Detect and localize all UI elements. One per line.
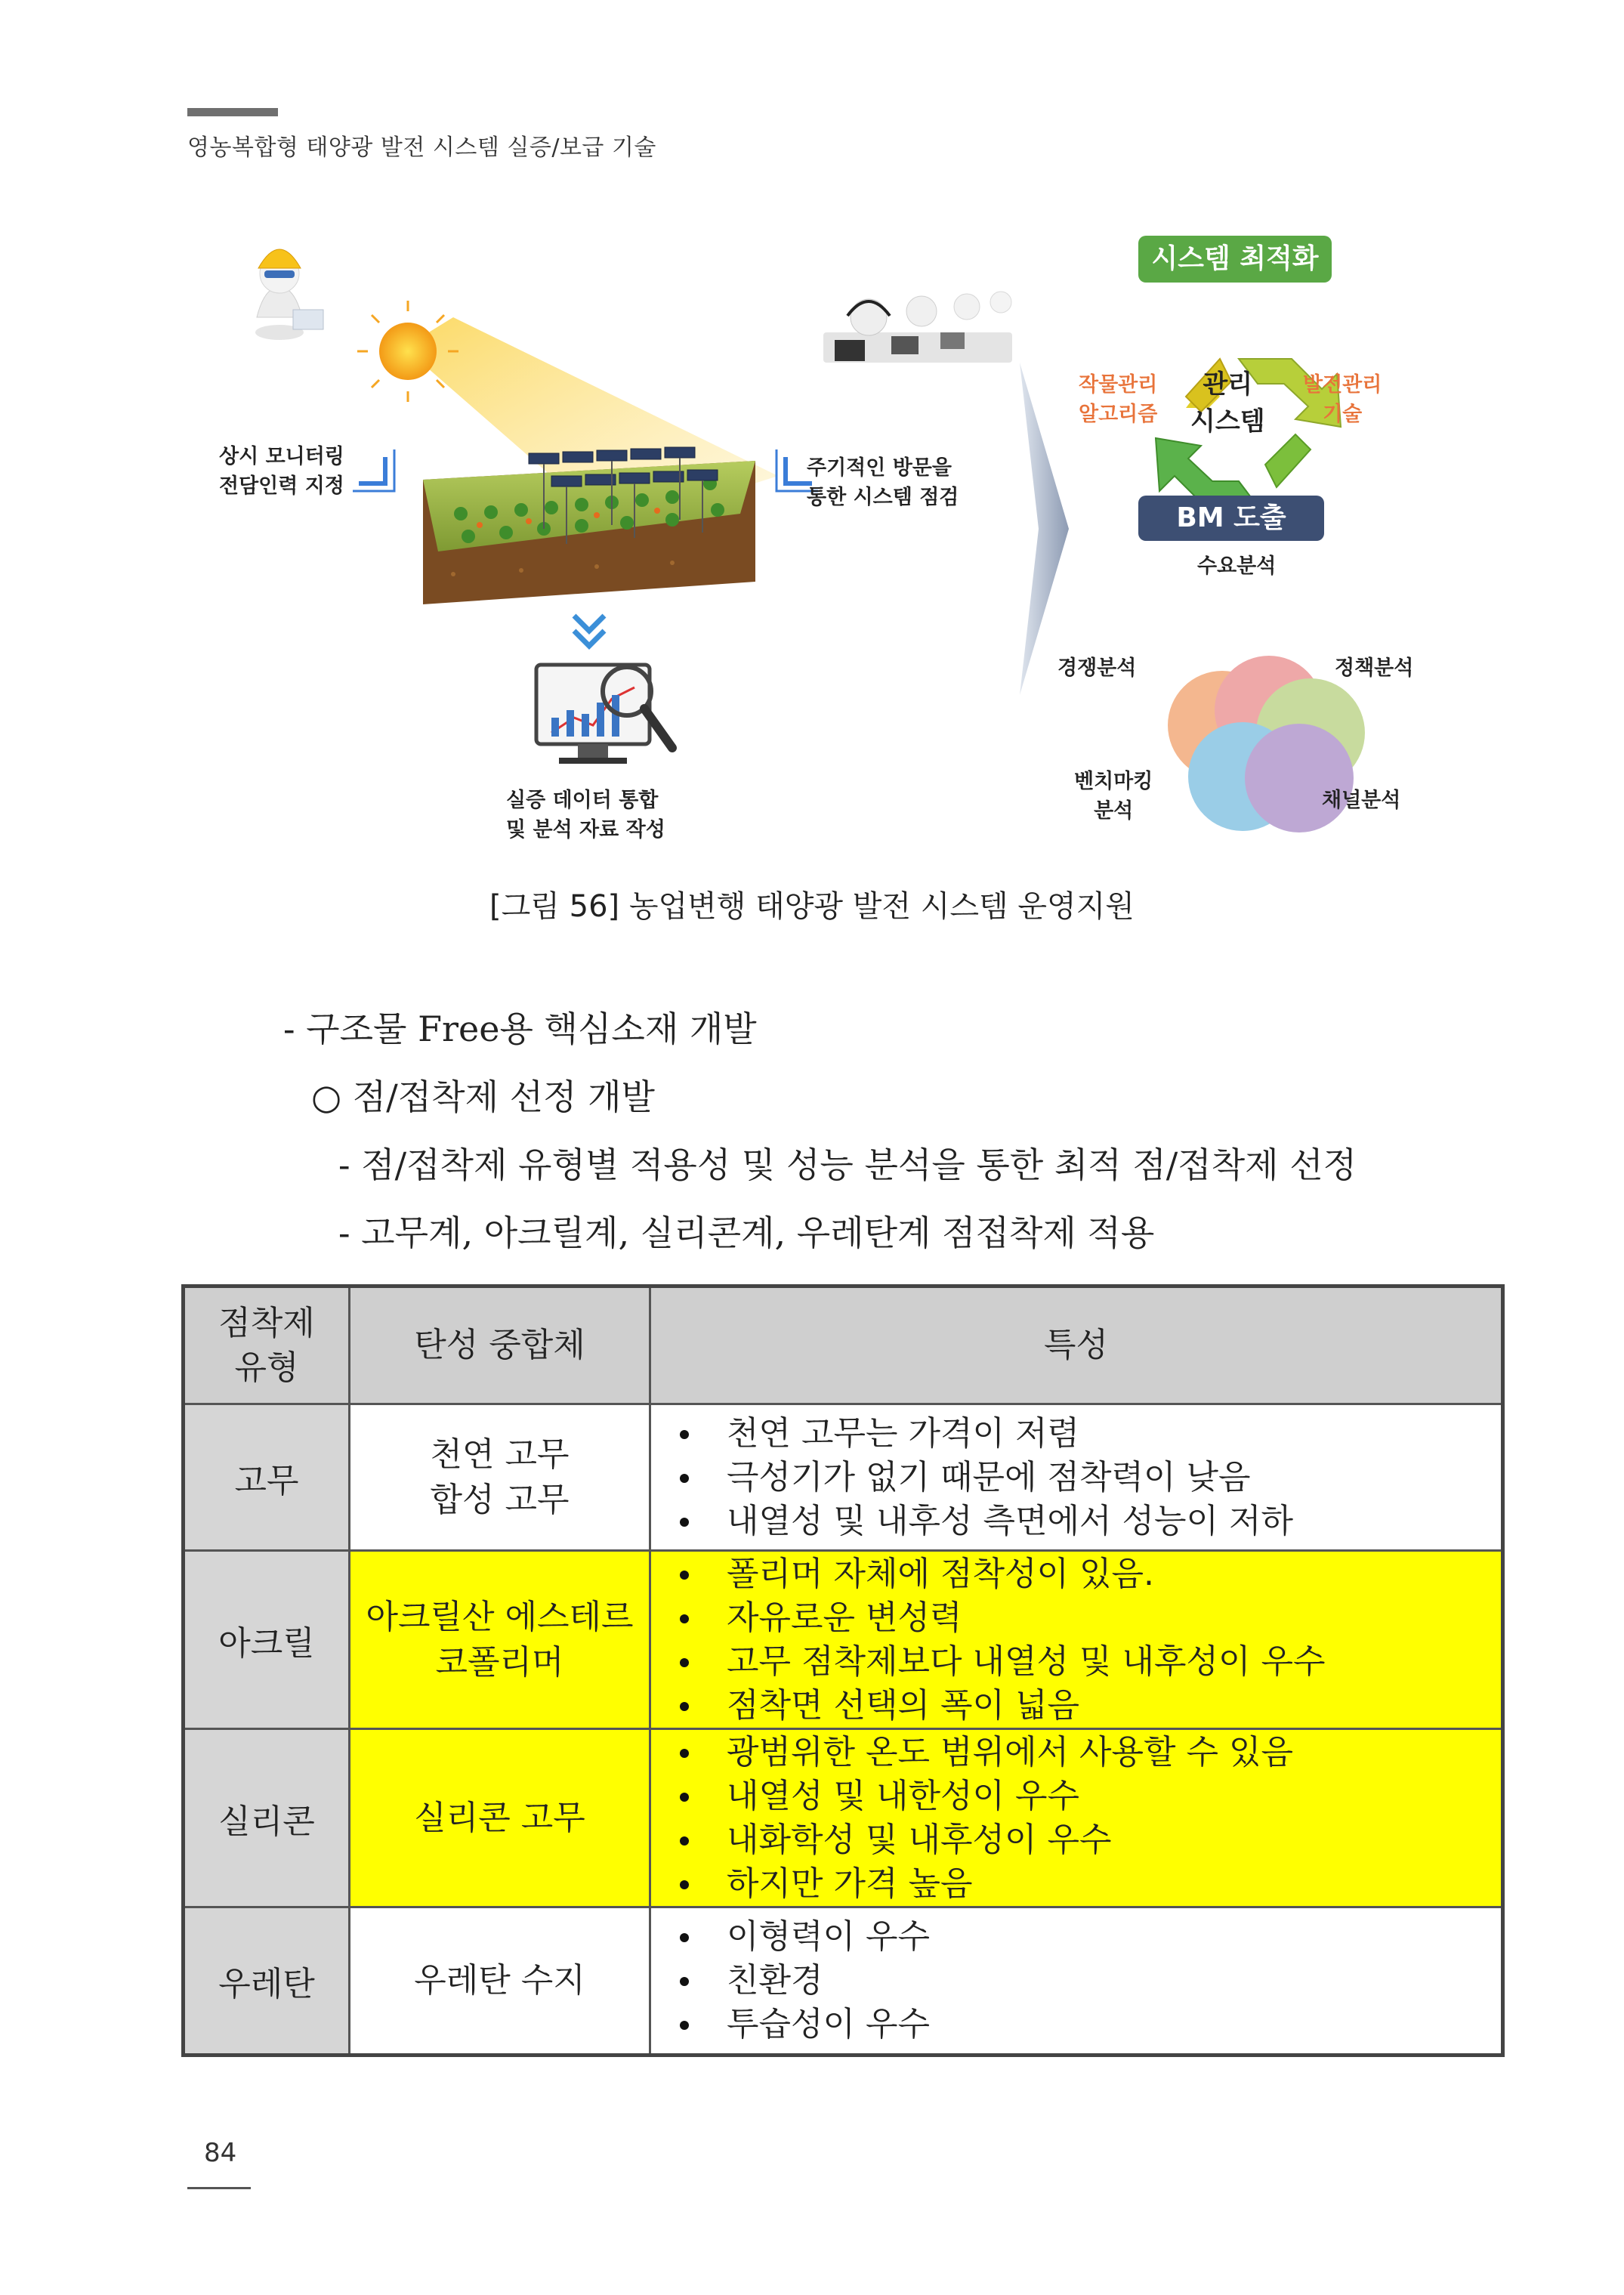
agrivoltaic-field-illustration	[423, 447, 755, 604]
label-demand-analysis: 수요분석	[1197, 554, 1277, 578]
table-row	[184, 1551, 1503, 1729]
feature-item: 투습성이 우수	[674, 2003, 1501, 2046]
cell-features	[650, 1907, 1503, 2056]
cell-type: 실리콘	[184, 1729, 350, 1907]
cell-elastomer: 아크릴산 에스테르 코폴리머	[350, 1551, 650, 1729]
feature-item: 점착면 선택의 폭이 넓음	[674, 1684, 1501, 1728]
cell-features	[650, 1551, 1503, 1729]
feature-item: 자유로운 변성력	[674, 1596, 1501, 1640]
label-power-management: 발전관리 기술	[1303, 373, 1382, 427]
cell-type: 고무	[184, 1404, 350, 1551]
feature-item: 이형력이 우수	[674, 1915, 1501, 1959]
label-benchmarking-analysis: 벤치마킹 분석	[1074, 770, 1153, 823]
table-header-row	[184, 1286, 1503, 1404]
running-header: 영농복합형 태양광 발전 시스템 실증/보급 기술	[187, 134, 656, 161]
cell-elastomer: 실리콘 고무	[350, 1729, 650, 1907]
cell-elastomer: 우레탄 수지	[350, 1907, 650, 2056]
figure-operation-support	[204, 227, 1428, 854]
page-number: 84	[204, 2138, 237, 2168]
label-monitoring-staff: 상시 모니터링 전담인력 지정	[219, 445, 344, 499]
cell-type: 아크릴	[184, 1551, 350, 1729]
process-arrow	[1020, 363, 1069, 695]
body-line-1: - 구조물 Free용 핵심소재 개발	[283, 1009, 757, 1049]
label-crop-algorithm: 작물관리 알고리즘	[1079, 373, 1158, 427]
footer-rule	[187, 2187, 251, 2189]
feature-item: 하지만 가격 높음	[674, 1862, 1501, 1906]
cell-features	[650, 1404, 1503, 1551]
feature-item: 폴리머 자체에 점착성이 있음.	[674, 1552, 1501, 1596]
feature-item: 광범위한 온도 범위에서 사용할 수 있음	[674, 1731, 1501, 1775]
system-optimization-badge: 시스템 최적화	[1138, 236, 1332, 283]
bm-derivation-badge: BM 도출	[1138, 496, 1324, 541]
header-rule	[187, 108, 278, 116]
down-chevron-icon	[574, 616, 604, 646]
header-characteristics: 특성	[650, 1286, 1503, 1404]
body-line-2: ○ 점/접착제 선정 개발	[311, 1076, 655, 1117]
feature-item: 고무 점착제보다 내열성 및 내후성이 우수	[674, 1640, 1501, 1684]
table-row	[184, 1907, 1503, 2056]
body-line-4: - 고무계, 아크릴계, 실리콘계, 우레탄계 점접착제 적용	[338, 1212, 1155, 1253]
label-competition-analysis: 경쟁분석	[1057, 656, 1137, 680]
body-line-3: - 점/접착제 유형별 적용성 및 성능 분석을 통한 최적 점/접착제 선정	[338, 1144, 1357, 1185]
feature-item: 친환경	[674, 1959, 1501, 2003]
label-management-system: 관리 시스템	[1190, 369, 1265, 437]
label-channel-analysis: 채널분석	[1322, 789, 1401, 812]
table-row	[184, 1404, 1503, 1551]
table-row	[184, 1729, 1503, 1907]
worker-icon	[255, 249, 323, 340]
label-data-integration: 실증 데이터 통합 및 분석 자료 작성	[506, 789, 665, 842]
label-policy-analysis: 정책분석	[1335, 656, 1414, 680]
feature-item: 극성기가 없기 때문에 점착력이 낮음	[674, 1456, 1501, 1500]
feature-item: 내화학성 및 내후성이 우수	[674, 1818, 1501, 1862]
label-periodic-visit: 주기적인 방문을 통한 시스템 점검	[807, 456, 959, 510]
call-center-operators-icon	[823, 292, 1012, 363]
header-elastomer: 탄성 중합체	[350, 1286, 650, 1404]
cell-elastomer: 천연 고무 합성 고무	[350, 1404, 650, 1551]
figure-caption: [그림 56] 농업변행 태양광 발전 시스템 운영지원	[489, 889, 1135, 924]
feature-item: 내열성 및 내후성 측면에서 성능이 저하	[674, 1500, 1501, 1543]
header-adhesive-type: 점착제 유형	[184, 1286, 350, 1404]
cell-type: 우레탄	[184, 1907, 350, 2056]
cell-features	[650, 1729, 1503, 1907]
adhesive-table	[181, 1284, 1505, 2057]
feature-item: 내열성 및 내한성이 우수	[674, 1775, 1501, 1818]
feature-item: 천연 고무는 가격이 저렴	[674, 1412, 1501, 1456]
data-analysis-monitor-icon	[536, 665, 672, 764]
